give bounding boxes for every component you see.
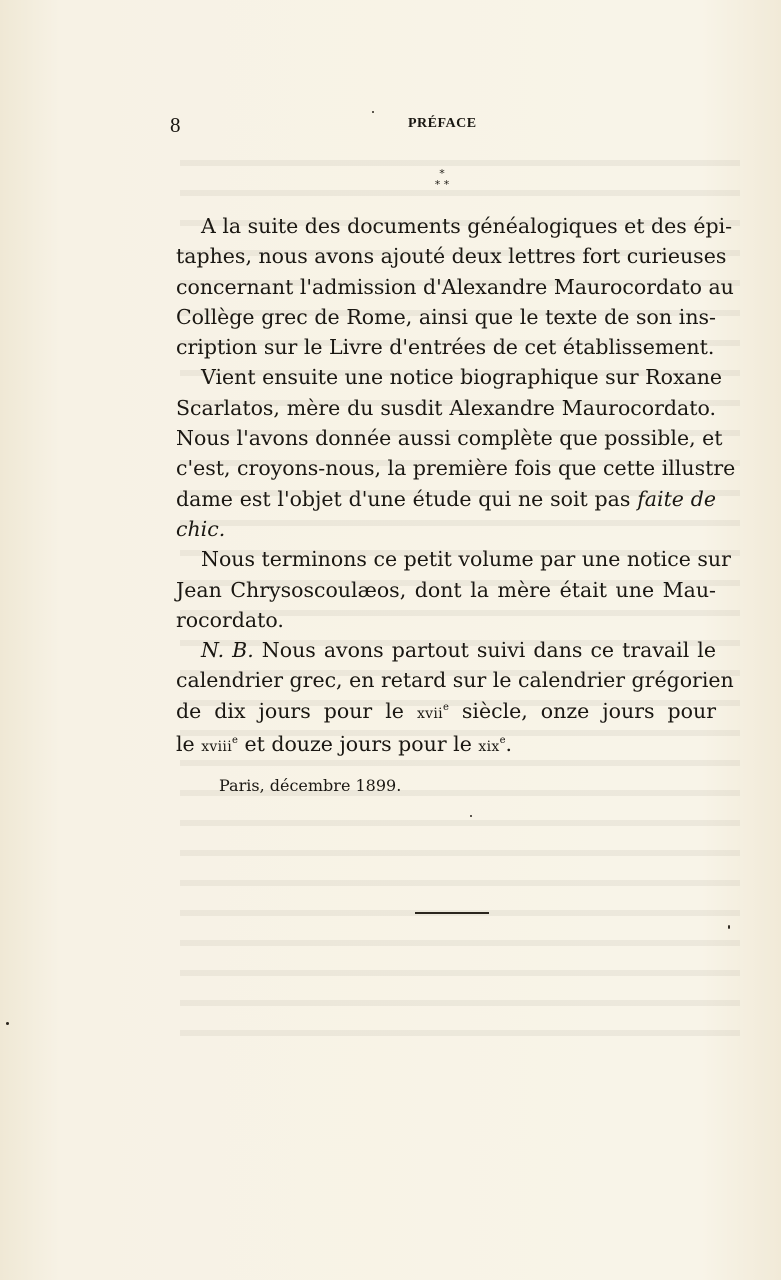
text-line: Vient ensuite une notice biographique sur Roxane: [201, 365, 723, 390]
century-suffix: e: [499, 735, 506, 747]
text-segment: Nous avons partout suivi dans ce travail le: [261, 638, 716, 663]
italic-text: faite de: [637, 486, 716, 511]
text-line-with-italic: [176, 484, 716, 514]
paper-speck: [470, 815, 472, 817]
paragraph-chrysoscoulaeos: [176, 544, 731, 635]
text-segment: dame est l'objet d'une étude qui ne soit pas: [176, 486, 631, 511]
century-numeral: xviii: [201, 739, 232, 756]
text-line: [176, 514, 716, 544]
text-line: [176, 696, 716, 729]
page-number: 8: [170, 113, 181, 137]
text-line: Nous terminons ce petit volume par une notice sur: [201, 547, 731, 572]
text-line: Jean Chrysoscoulæos, dont la mère était une Mau-: [176, 577, 716, 602]
paper-speck: [372, 111, 374, 113]
text-line: calendrier grec, en retard sur le calendrier grégorien: [176, 668, 734, 693]
preface-body: [176, 211, 736, 762]
paragraph-note: [176, 635, 734, 762]
paper-speck: [728, 925, 730, 929]
text-segment: et douze jours pour le: [244, 732, 472, 757]
text-line: Nous l'avons donnée aussi complète que possible, et: [176, 426, 723, 451]
paragraph-roxane: [176, 362, 736, 544]
century-suffix: e: [231, 735, 238, 747]
place-date-signoff: Paris, décembre 1899.: [219, 776, 402, 795]
text-segment: siècle, onze jours pour: [461, 698, 716, 723]
asterism-bottom: * *: [434, 178, 450, 191]
century-numeral: xix: [478, 739, 500, 756]
text-line: taphes, nous avons ajouté deux lettres fort curieuses: [176, 244, 727, 269]
text-segment: de dix jours pour le: [176, 698, 404, 723]
end-rule: [415, 912, 489, 914]
note-label: N. B.: [201, 638, 254, 663]
text-line: Scarlatos, mère du susdit Alexandre Maurocordato.: [176, 395, 716, 420]
asterism-divider: [425, 168, 459, 190]
century-numeral: xvii: [416, 705, 443, 722]
text-line: [176, 635, 716, 665]
century-suffix: e: [442, 701, 449, 713]
text-line: cription sur le Livre d'entrées de cet établissement.: [176, 335, 715, 360]
italic-text: chic.: [176, 516, 226, 541]
running-head: PRÉFACE: [408, 116, 477, 131]
text-line: rocordato.: [176, 607, 284, 632]
paper-speck: [6, 1022, 9, 1025]
text-line: Collège grec de Rome, ainsi que le texte de son ins-: [176, 304, 716, 329]
text-segment: le: [176, 732, 195, 757]
paragraph-documents: [176, 211, 734, 362]
text-line: le xviii$^e$ et douze jours pour le xix$^e$.: [176, 732, 513, 757]
text-line: c'est, croyons-nous, la première fois que cette illustre: [176, 456, 736, 481]
asterism-top: *: [439, 167, 445, 180]
text-line: A la suite des documents généalogiques et des épi-: [201, 214, 733, 238]
text-line: concernant l'admission d'Alexandre Maurocordato au: [176, 274, 734, 299]
